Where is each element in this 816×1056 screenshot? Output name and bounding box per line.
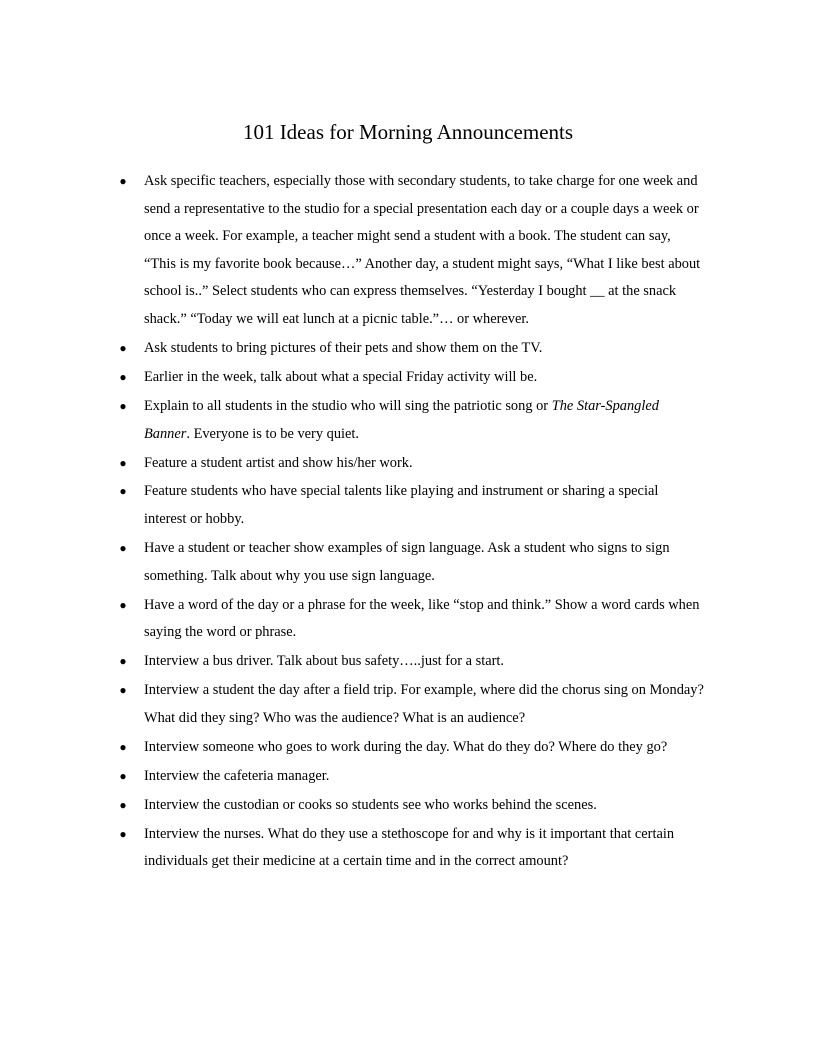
list-item-text: Ask specific teachers, especially those with secondary students, to take charge for one week and send a representative to the studio for a special presentation each day or a couple days a week or once a week. For example, a teacher might send a student with a book. The student can say, “This is my favorite book because…” Another day, a student might says, “What I like best about school is..” Select students who can express themselves. “Yesterday I bought __ at the snack shack.” “Today we will eat lunch at a picnic table.”… or wherever.	[144, 173, 701, 327]
bullet-icon: ●	[119, 739, 127, 754]
list-item	[0, 535, 704, 590]
bullet-icon: ●	[119, 768, 127, 783]
list-item	[0, 677, 704, 732]
bullet-icon: ●	[119, 597, 127, 612]
list-item-text: Interview someone who goes to work during the day. What do they do? Where do they go?	[144, 738, 668, 755]
bullet-icon: ●	[119, 541, 127, 556]
bullet-icon: ●	[119, 683, 127, 698]
list-item	[0, 168, 704, 334]
list-item-text: Feature students who have special talents like playing and instrument or sharing a special interest or hobby.	[144, 483, 659, 528]
list-item	[0, 478, 704, 533]
bullet-icon: ●	[119, 797, 127, 812]
list-item	[0, 393, 704, 448]
list-item-text: Have a student or teacher show examples of sign language. Ask a student who signs to sign something. Talk about why you use sign language.	[144, 540, 670, 584]
list-item	[0, 335, 704, 363]
list-item	[0, 450, 704, 478]
bullet-icon: ●	[119, 484, 127, 499]
list-item-text: Feature a student artist and show his/her work.	[144, 454, 413, 471]
list-item	[0, 792, 704, 820]
bullet-icon: ●	[119, 455, 127, 470]
list-item	[0, 821, 704, 876]
list-item	[0, 648, 704, 676]
list-item-text: Interview the cafeteria manager.	[144, 767, 330, 784]
list-item	[0, 734, 704, 762]
list-item-text: Interview a student the day after a field trip. For example, where did the chorus sing on Monday? What did they sing? Who was the audience? What is an audience?	[144, 682, 704, 726]
bullet-icon: ●	[119, 826, 127, 841]
song-title: The Star-Spangled Banner	[144, 397, 659, 442]
list-item-text: Interview a bus driver. Talk about bus safety…..just for a start.	[144, 653, 505, 670]
list-item	[0, 364, 704, 392]
list-item	[0, 763, 704, 791]
list-item-text: Ask students to bring pictures of their pets and show them on the TV.	[144, 339, 543, 356]
page-title: 101 Ideas for Morning Announcements	[242, 120, 574, 144]
bullet-icon: ●	[119, 340, 127, 355]
bullet-icon: ●	[119, 398, 127, 413]
bullet-icon: ●	[119, 654, 127, 669]
list-item-text: Have a word of the day or a phrase for the week, like “stop and think.” Show a word cards when saying the word or phrase.	[144, 596, 700, 641]
list-item	[0, 592, 704, 647]
ideas-list	[0, 168, 816, 877]
list-item-text: Interview the nurses. What do they use a stethoscope for and why is it important that certain individuals get their medicine at a certain time and in the correct amount?	[144, 825, 675, 870]
bullet-icon: ●	[119, 174, 127, 188]
bullet-icon: ●	[119, 369, 127, 384]
list-item-text-before: Explain to all students in the studio who will sing the patriotic song or	[144, 397, 552, 414]
list-item-text-after: . Everyone is to be very quiet.	[186, 425, 360, 442]
list-item-text: Earlier in the week, talk about what a special Friday activity will be.	[144, 368, 538, 385]
list-item-text: Interview the custodian or cooks so students see who works behind the scenes.	[144, 796, 597, 813]
